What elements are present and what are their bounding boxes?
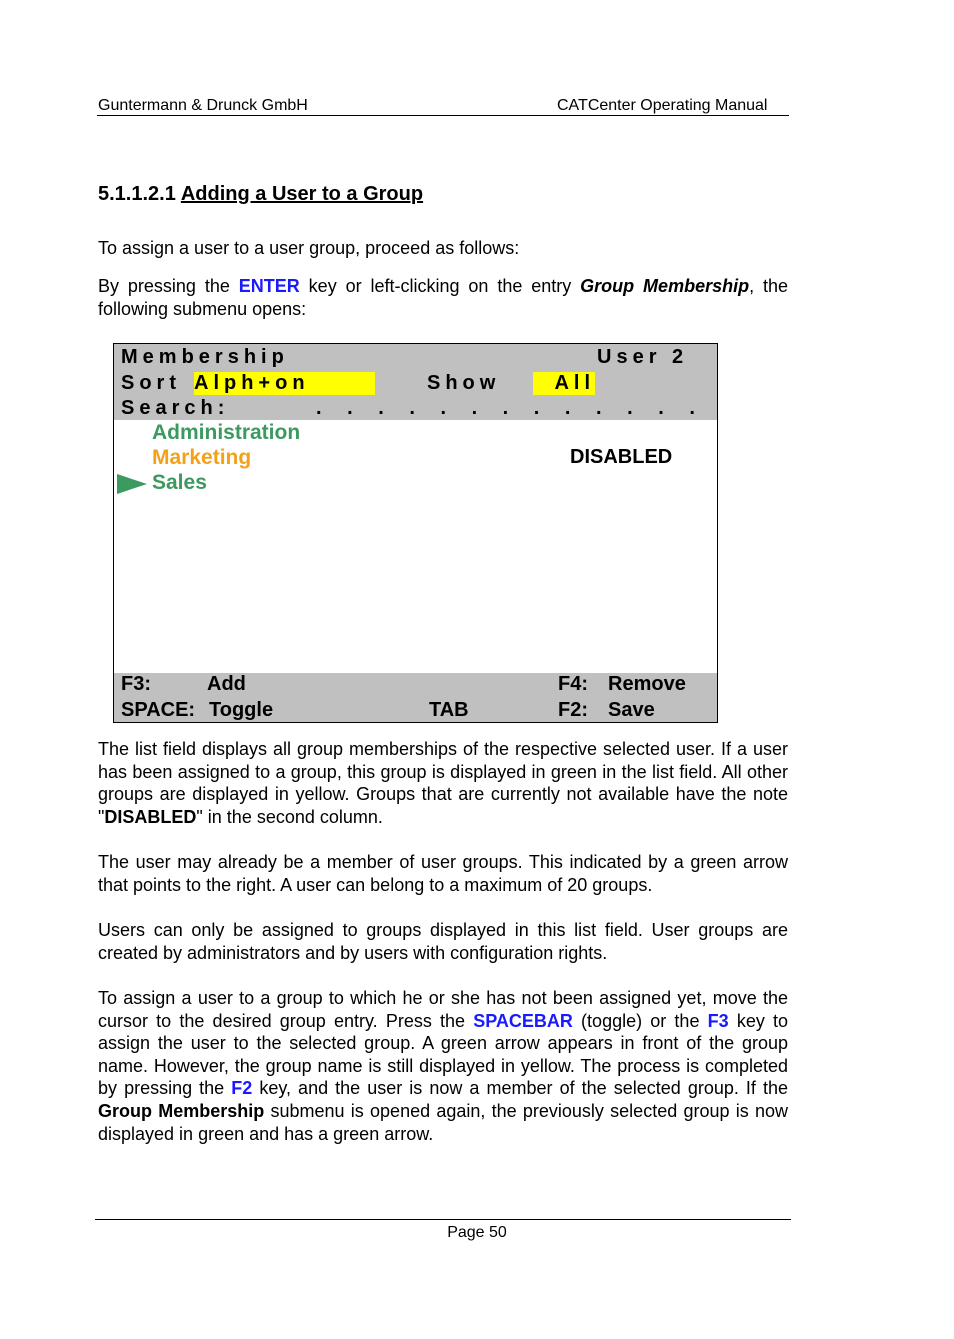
para5-text-d: key, and the user is now a member of the selected group. If the — [252, 1078, 788, 1099]
paragraph-open-submenu — [98, 275, 788, 320]
header-rule — [97, 115, 789, 116]
para5-text-b: (toggle) or the — [572, 1010, 708, 1031]
group-membership-bold-ref: Group Membership — [98, 1100, 265, 1121]
para5-text-c: key to assign the user to the selected group. A green arrow appears in front of the group name. However, the group name is still displayed in yellow. The process is completed by pressing the — [98, 1010, 789, 1099]
f3-key-label: F3: — [121, 673, 151, 695]
screen-key-panel — [114, 673, 717, 722]
f4-action-remove[interactable]: Remove — [608, 673, 686, 695]
list-item-marketing[interactable]: Marketing — [152, 446, 252, 469]
list-item-administration[interactable]: Administration — [152, 421, 301, 444]
para1-text-b: key or left-clicking on the entry — [299, 276, 581, 296]
section-number: 5.1.1.2.1 — [98, 183, 176, 205]
disabled-note: DISABLED — [104, 806, 197, 827]
space-key-label: SPACE: — [121, 699, 196, 721]
para1-text-c: , the following submenu opens: — [98, 276, 789, 319]
section-heading — [98, 183, 423, 206]
sort-label: Sort — [121, 372, 181, 394]
screen-title: Membership — [121, 346, 289, 368]
section-title: Adding a User to a Group — [180, 183, 424, 205]
search-input[interactable]: . . . . . . . . . . . . . — [316, 397, 705, 419]
footer-rule — [95, 1219, 791, 1220]
screen-header-panel — [114, 344, 717, 420]
paragraph-membership-arrow: The user may already be a member of user groups. This indicated by a green arrow that points to the right. A user can belong to a maximum of 20 groups. — [98, 852, 788, 895]
intro-paragraph: To assign a user to a user group, proceed as follows: — [98, 238, 520, 258]
f2-key-ref: F2 — [231, 1078, 253, 1099]
page-number: Page 50 — [447, 1224, 507, 1241]
space-action-toggle[interactable]: Toggle — [209, 699, 274, 721]
disabled-status: DISABLED — [570, 446, 673, 468]
para2-text-b: " in the second column. — [196, 806, 383, 827]
show-label: Show — [427, 372, 501, 394]
search-label: Search: — [121, 397, 230, 419]
f2-action-save[interactable]: Save — [608, 699, 655, 721]
spacebar-key-ref: SPACEBAR — [473, 1010, 573, 1031]
show-value[interactable]: All — [533, 372, 595, 395]
screen-user: User 2 — [597, 346, 689, 368]
f3-key-ref: F3 — [707, 1010, 729, 1031]
f4-key-label: F4: — [558, 673, 588, 695]
membership-screen — [113, 343, 718, 723]
tab-key-label[interactable]: TAB — [429, 699, 469, 721]
green-right-arrow-icon — [117, 474, 147, 494]
para5-text-e: submenu is opened again, the previously selected group is now displayed in green and has a green arrow. — [98, 1100, 789, 1144]
para2-text-a: The list field displays all group memberships of the respective selected user. If a user has been assigned to a group, this group is displayed in green in the list field. All other groups are displayed in yellow. Groups that are currently not available have the note " — [98, 739, 788, 827]
group-membership-ref: Group Membership — [580, 276, 750, 296]
paragraph-assignable-groups: Users can only be assigned to groups displayed in this list field. User groups are created by administrators and by users with configuration rights. — [98, 920, 788, 963]
f3-action-add[interactable]: Add — [207, 673, 246, 695]
enter-key-ref: ENTER — [238, 276, 300, 296]
header-manual-title: CATCenter Operating Manual — [557, 97, 768, 114]
para1-text-a: By pressing the — [98, 276, 239, 296]
paragraph-assign-procedure — [98, 987, 788, 1145]
header-company: Guntermann & Drunck GmbH — [98, 97, 308, 114]
para5-text-a: To assign a user to a group to which he or she has not been assigned yet, move the cursor to the desired group entry. Press the — [98, 988, 788, 1031]
paragraph-list-field — [98, 738, 788, 828]
list-item-sales[interactable]: Sales — [152, 471, 207, 494]
sort-value[interactable]: Alph+on — [194, 372, 375, 395]
f2-key-label: F2: — [558, 699, 588, 721]
